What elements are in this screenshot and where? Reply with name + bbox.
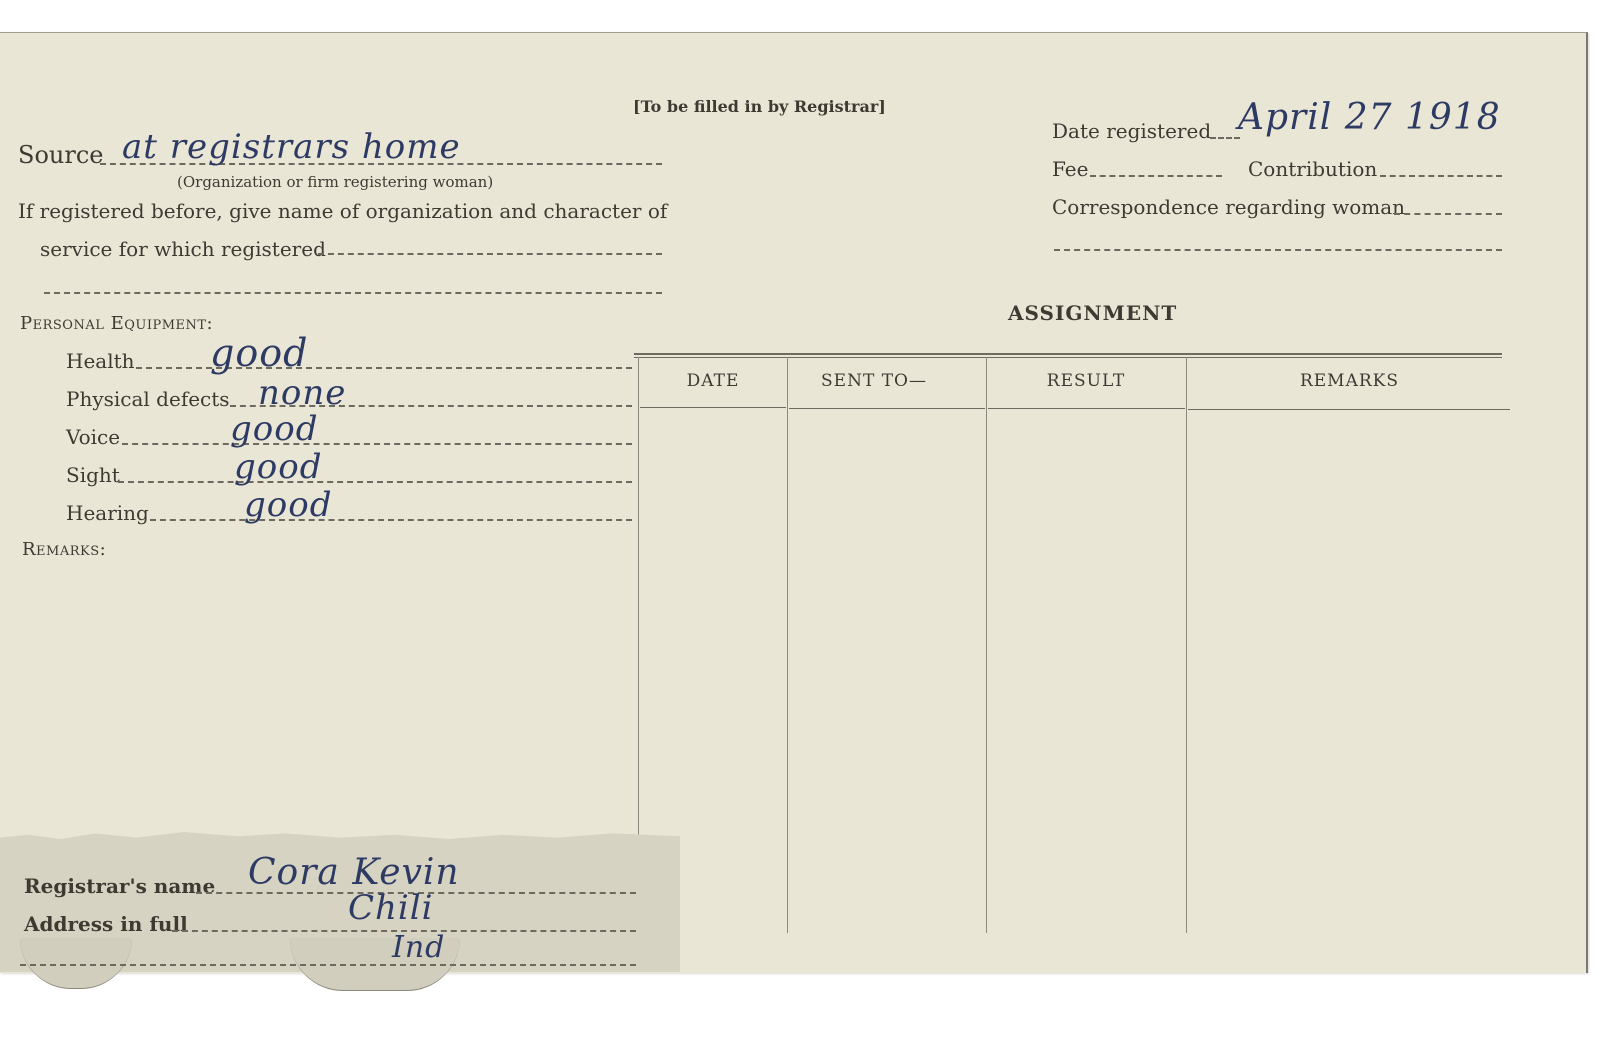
sight-label: Sight [66, 463, 120, 487]
hearing-label: Hearing [66, 501, 149, 525]
hearing-value: good [244, 485, 333, 525]
health-value: good [210, 331, 309, 375]
correspondence-extra-line [1054, 249, 1502, 251]
source-caption: (Organization or firm registering woman) [177, 173, 494, 191]
registered-before-line1: If registered before, give name of organization and character of [18, 199, 668, 223]
registrar-note: [To be filled in by Registrar] [633, 97, 886, 116]
address-line2-value: Ind [392, 930, 446, 965]
assignment-top-rule [634, 353, 1502, 355]
sentto-col-divider [986, 357, 987, 933]
physical-defects-label: Physical defects [66, 387, 230, 411]
sight-line [118, 481, 632, 483]
col-remarks: REMARKS [1299, 371, 1400, 391]
hearing-line [150, 519, 632, 521]
remarks-head-rule [1188, 409, 1510, 410]
date-head-rule [640, 407, 786, 408]
col-sent-to: SENT TO— [821, 371, 927, 391]
contribution-line [1380, 175, 1502, 177]
registered-before-line [318, 253, 662, 255]
sight-value: good [234, 447, 323, 487]
remarks-label: Remarks: [22, 539, 107, 560]
address-line1-value: Chili [348, 888, 434, 928]
correspondence-label: Correspondence regarding woman [1052, 195, 1406, 219]
assignment-title: ASSIGNMENT [1008, 301, 1178, 325]
voice-value: good [230, 409, 319, 449]
personal-equipment-heading: Personal Equipment: [20, 313, 214, 334]
contribution-label: Contribution [1248, 157, 1378, 181]
registrar-name-label: Registrar's name [24, 874, 216, 898]
address-extra-line [20, 964, 636, 966]
col-date: DATE [686, 371, 740, 391]
fee-line [1090, 175, 1222, 177]
health-label: Health [66, 349, 135, 373]
date-registered-value: April 27 1918 [1238, 97, 1501, 138]
voice-label: Voice [66, 425, 121, 449]
registered-before-extra-line [44, 292, 662, 294]
sentto-head-rule [789, 408, 985, 409]
registered-before-line2: service for which registered [40, 237, 326, 261]
assignment-top-rule-thin [634, 357, 1502, 358]
voice-line [122, 443, 632, 445]
source-label: Source [18, 141, 104, 169]
fee-label: Fee [1052, 157, 1089, 181]
address-label: Address in full [24, 912, 188, 936]
date-col-divider [787, 357, 788, 933]
correspondence-line [1394, 213, 1502, 215]
col-result: RESULT [1046, 371, 1126, 391]
source-value: at registrars home [122, 127, 461, 167]
registration-card [0, 32, 1588, 973]
date-registered-label: Date registered [1052, 119, 1212, 143]
registrar-name-value: Cora Kevin [248, 852, 460, 893]
result-col-divider [1186, 357, 1187, 933]
result-head-rule [988, 408, 1185, 409]
date-registered-line [1210, 137, 1240, 139]
physical-defects-value: none [258, 373, 347, 413]
